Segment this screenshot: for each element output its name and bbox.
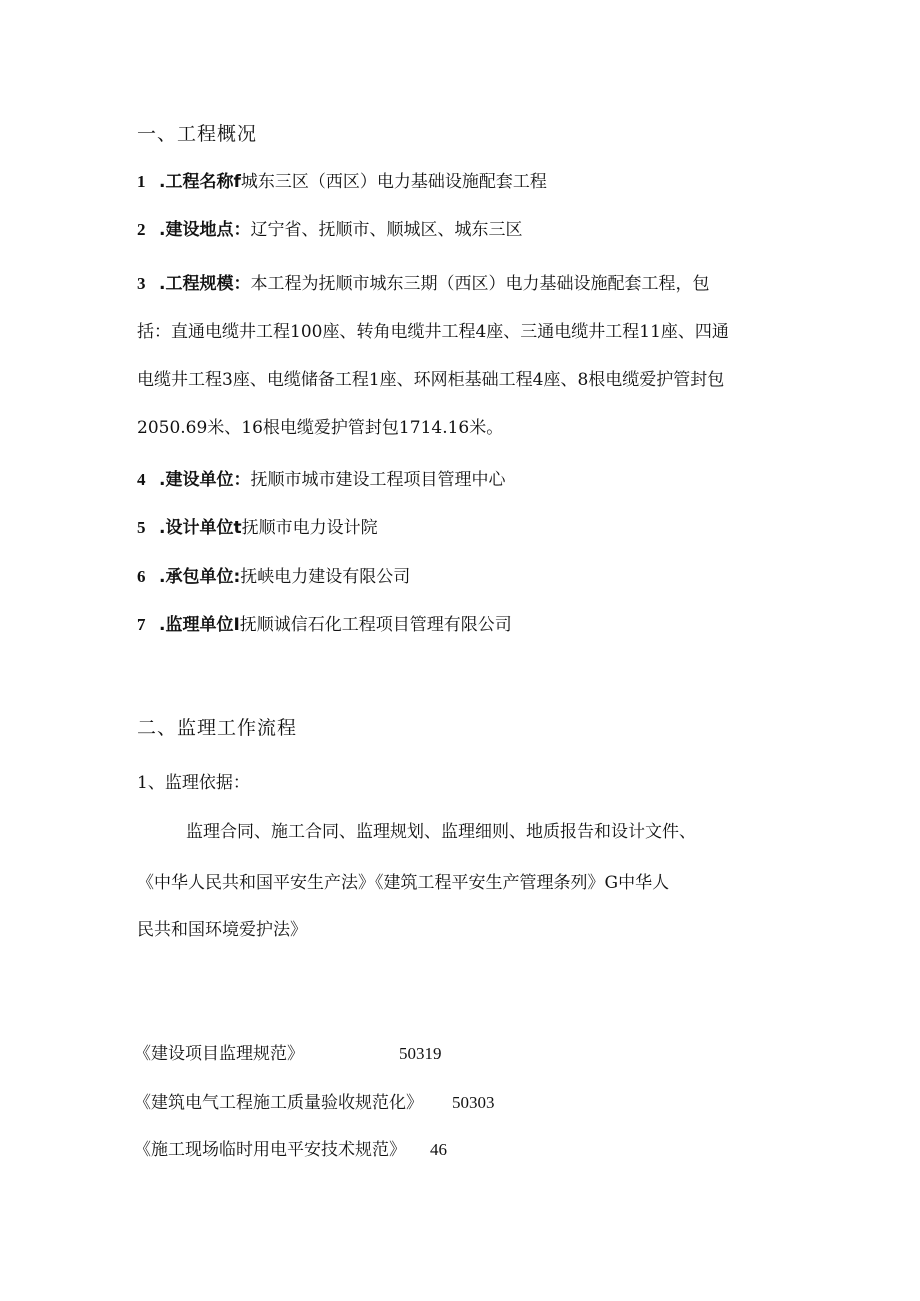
item-value: 抚顺市电力设计院 bbox=[241, 518, 378, 538]
item-number: 3 bbox=[137, 274, 146, 293]
section-heading-workflow: 二、监理工作流程 bbox=[137, 717, 298, 739]
standard-name: 《施工现场临时用电平安技术规范》 bbox=[134, 1140, 406, 1160]
item-label: .监理单位I bbox=[159, 615, 240, 635]
item-value: 抚顺诚信石化工程项目管理有限公司 bbox=[239, 615, 512, 635]
basis-line: 民共和国环境爱护法》 bbox=[137, 920, 307, 940]
item-value: 辽宁省、抚顺市、顺城区、城东三区 bbox=[250, 220, 523, 240]
standard-name: 《建设项目监理规范》 bbox=[134, 1044, 304, 1064]
item-value: 抚顺市城市建设工程项目管理中心 bbox=[250, 470, 506, 490]
item-value: 城东三区（西区）电力基础设施配套工程 bbox=[240, 172, 547, 192]
section-heading-overview: 一、工程概况 bbox=[137, 123, 258, 145]
item-number: 5 bbox=[137, 518, 146, 537]
item-owner bbox=[137, 468, 505, 492]
item-number: 1 bbox=[137, 172, 146, 191]
standard-code: 50319 bbox=[399, 1044, 442, 1063]
item-label: .工程规模： bbox=[159, 274, 251, 294]
item-number: 6 bbox=[137, 567, 146, 586]
item-label: .设计单位t bbox=[159, 518, 242, 538]
standard-name: 《建筑电气工程施工质量验收规范化》 bbox=[134, 1093, 423, 1113]
item-number: 7 bbox=[137, 615, 146, 634]
item-number: 4 bbox=[137, 470, 146, 489]
item-contractor bbox=[137, 565, 410, 589]
item-label: .工程名称f bbox=[159, 172, 241, 192]
item-construction-site bbox=[137, 218, 522, 242]
item-value: 本工程为抚顺市城东三期（西区）电力基础设施配套工程，包 bbox=[250, 274, 710, 294]
item-designer bbox=[137, 516, 378, 540]
item-project-scale bbox=[137, 272, 709, 296]
item-supervisor bbox=[137, 613, 512, 637]
basis-title: 1、监理依据： bbox=[137, 773, 250, 793]
item-number: 2 bbox=[137, 220, 146, 239]
item-value: 抚峡电力建设有限公司 bbox=[240, 567, 411, 587]
item-label: .建设单位： bbox=[159, 470, 251, 490]
standard-code: 46 bbox=[430, 1140, 447, 1159]
basis-line: 《中华人民共和国平安生产法》《建筑工程平安生产管理条列》G中华人 bbox=[137, 873, 670, 893]
scale-continuation-line: 电缆井工程3座、电缆储备工程1座、环网柜基础工程4座、8根电缆爱护管封包 bbox=[137, 370, 725, 390]
item-project-name bbox=[137, 170, 547, 194]
scale-continuation-line: 2050.69米、16根电缆爱护管封包1714.16米。 bbox=[137, 418, 504, 438]
basis-line: 监理合同、施工合同、监理规划、监理细则、地质报告和设计文件、 bbox=[186, 822, 696, 842]
item-label: .建设地点： bbox=[159, 220, 251, 240]
scale-continuation-line: 括：直通电缆井工程100座、转角电缆井工程4座、三通电缆井工程11座、四通 bbox=[137, 322, 729, 342]
item-label: .承包单位: bbox=[159, 567, 241, 587]
standard-code: 50303 bbox=[452, 1093, 495, 1112]
